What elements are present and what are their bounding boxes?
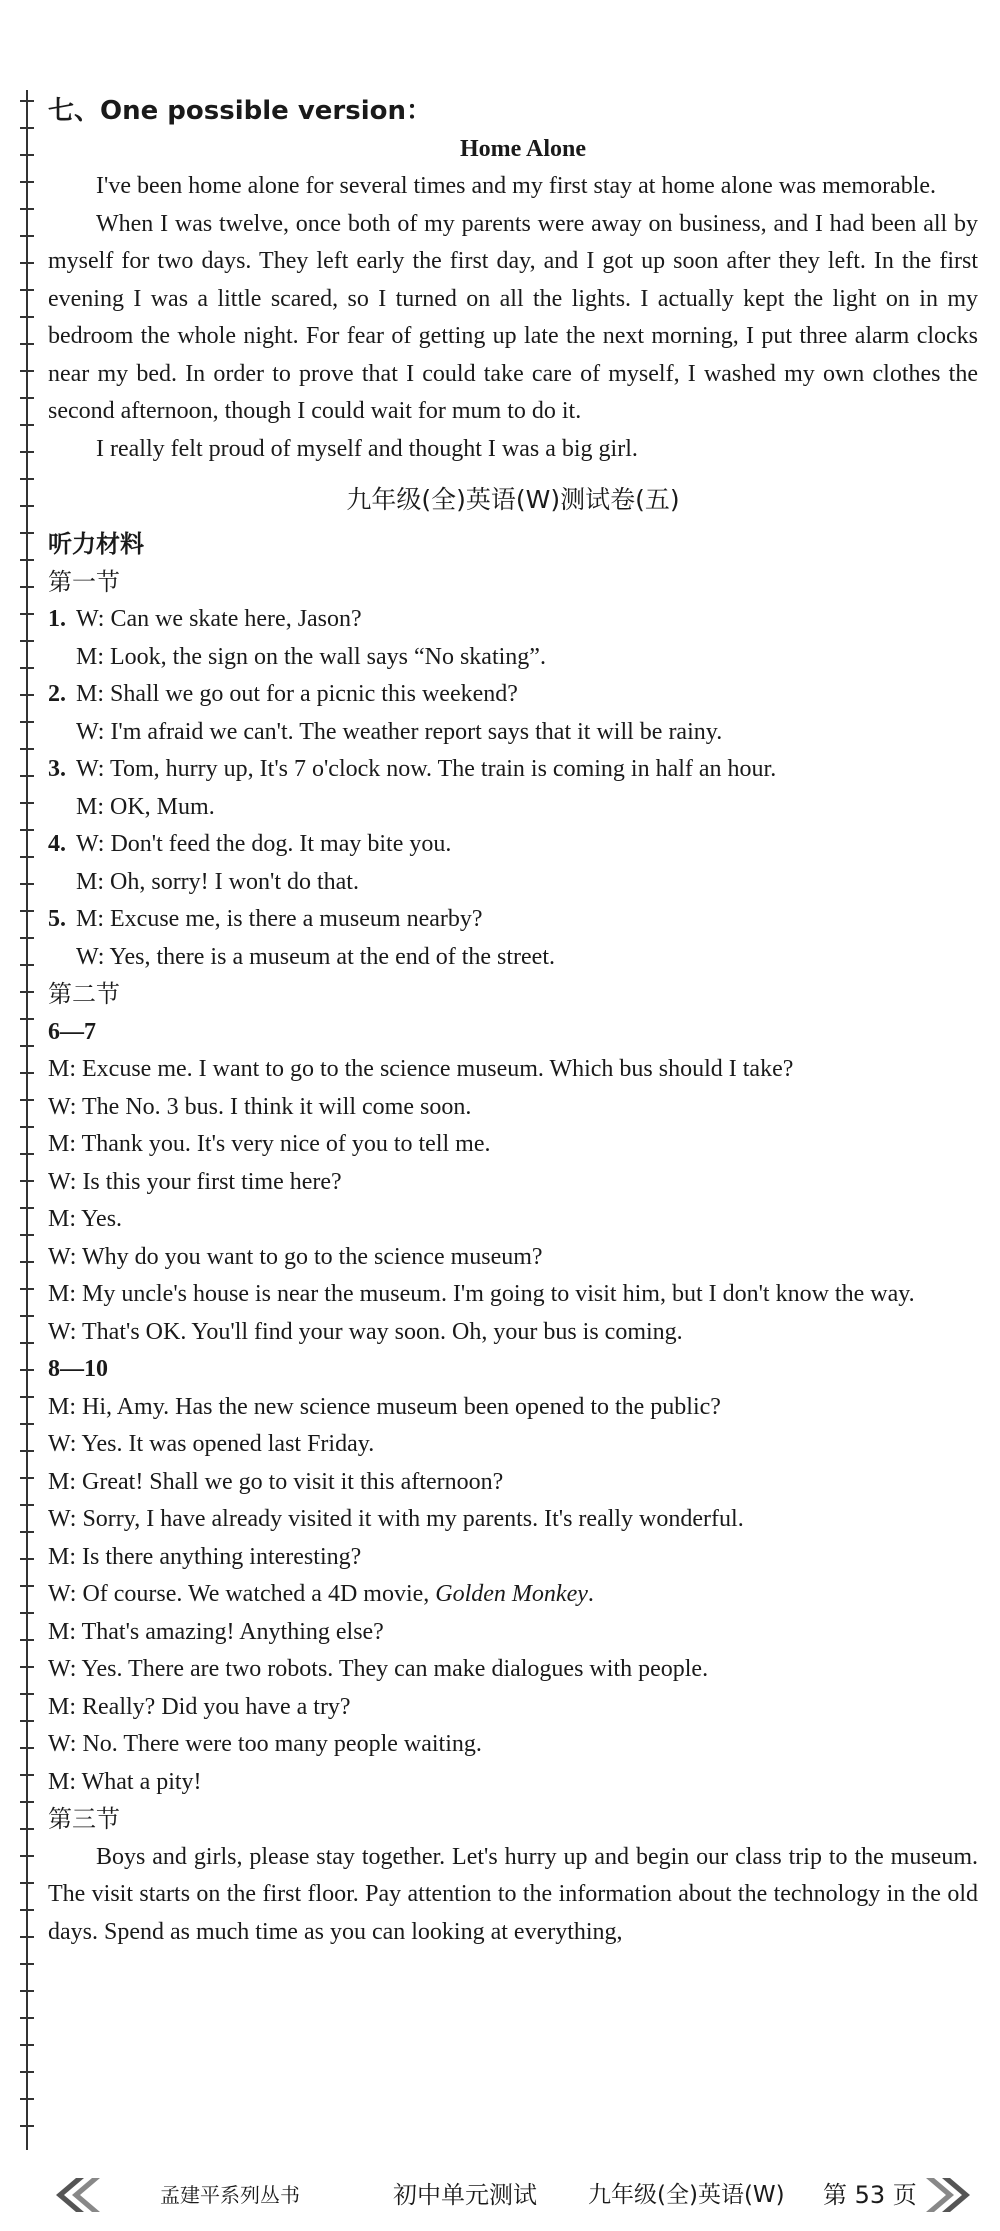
utterance: No. There were too many people waiting. bbox=[82, 1731, 482, 1757]
utterance: Really? Did you have a try? bbox=[82, 1693, 351, 1720]
utterance: OK, Mum. bbox=[110, 793, 215, 820]
utterance: Why do you want to go to the science museum? bbox=[82, 1243, 543, 1270]
margin-tick bbox=[20, 2098, 34, 2100]
margin-tick bbox=[20, 1936, 34, 1938]
utterance: What a pity! bbox=[81, 1768, 202, 1795]
margin-tick bbox=[20, 586, 34, 588]
essay-paragraph-1: I've been home alone for several times and my first stay at home alone was memorable. bbox=[96, 173, 937, 199]
margin-tick bbox=[20, 1261, 34, 1263]
speaker: M: bbox=[76, 681, 105, 707]
series-name: 孟建平系列丛书 bbox=[160, 2183, 300, 2207]
speaker: M: bbox=[76, 906, 105, 932]
speaker: W: bbox=[76, 606, 105, 632]
margin-tick bbox=[20, 154, 34, 156]
margin-tick bbox=[20, 1747, 34, 1749]
speaker: M: bbox=[48, 1543, 77, 1570]
margin-tick bbox=[20, 1990, 34, 1992]
speaker: W: bbox=[48, 1731, 77, 1757]
speaker: W: bbox=[48, 1506, 77, 1532]
utterance: My uncle's house is near the museum. I'm going to visit him, but I don't know the way. bbox=[82, 1281, 915, 1307]
margin-tick bbox=[20, 1342, 34, 1344]
margin-tick bbox=[20, 343, 34, 345]
margin-tick bbox=[20, 1612, 34, 1614]
margin-tick bbox=[20, 667, 34, 669]
utterance: Excuse me, is there a museum nearby? bbox=[110, 906, 483, 932]
margin-tick bbox=[20, 370, 34, 372]
speaker: M: bbox=[48, 1768, 77, 1795]
speaker: W: bbox=[76, 943, 105, 970]
speaker: W: bbox=[76, 756, 105, 782]
margin-tick bbox=[20, 856, 34, 858]
utterance: Hi, Amy. Has the new science museum been opened to the public? bbox=[82, 1393, 721, 1420]
utterance: Yes. There are two robots. They can make dialogues with people. bbox=[81, 1656, 709, 1682]
margin-tick bbox=[20, 1180, 34, 1182]
binding-margin-line bbox=[26, 90, 28, 2150]
speaker: W: bbox=[48, 1093, 77, 1120]
margin-tick bbox=[20, 127, 34, 129]
margin-tick bbox=[20, 1153, 34, 1155]
part1-item-2 bbox=[48, 676, 978, 751]
utterance: Yes, there is a museum at the end of the street. bbox=[109, 943, 555, 970]
margin-tick bbox=[20, 991, 34, 993]
essay-title: Home Alone bbox=[460, 135, 586, 162]
speaker: M: bbox=[48, 1393, 77, 1420]
part1-item-4 bbox=[48, 826, 978, 901]
utterance: That's OK. You'll find your way soon. Oh, your bus is coming. bbox=[82, 1318, 683, 1345]
speaker: W: bbox=[48, 1318, 77, 1345]
utterance: Oh, sorry! I won't do that. bbox=[110, 868, 359, 895]
speaker: W: bbox=[48, 1243, 77, 1270]
utterance: Tom, hurry up, It's 7 o'clock now. The train is coming in half an hour. bbox=[110, 756, 777, 782]
utterance: Of course. We watched a 4D movie, bbox=[82, 1581, 436, 1607]
margin-tick bbox=[20, 478, 34, 480]
document-page bbox=[48, 92, 978, 1951]
margin-tick bbox=[20, 505, 34, 507]
part1-item-3 bbox=[48, 751, 978, 826]
listening-heading: 听力材料 bbox=[48, 530, 144, 558]
right-arrow-icon bbox=[916, 2176, 978, 2214]
margin-tick bbox=[20, 2044, 34, 2046]
margin-tick bbox=[20, 613, 34, 615]
utterance: The No. 3 bus. I think it will come soon. bbox=[82, 1093, 472, 1120]
margin-tick bbox=[20, 235, 34, 237]
margin-tick bbox=[20, 1558, 34, 1560]
margin-tick bbox=[20, 2017, 34, 2019]
margin-tick bbox=[20, 1477, 34, 1479]
margin-tick bbox=[20, 1585, 34, 1587]
margin-tick bbox=[20, 937, 34, 939]
margin-tick bbox=[20, 1504, 34, 1506]
margin-tick bbox=[20, 883, 34, 885]
part2-range-1: 6—7 bbox=[48, 1018, 96, 1045]
margin-tick bbox=[20, 775, 34, 777]
margin-tick bbox=[20, 1018, 34, 1020]
speaker: M: bbox=[76, 868, 105, 895]
margin-tick bbox=[20, 2125, 34, 2127]
utterance: Is there anything interesting? bbox=[82, 1543, 362, 1570]
margin-tick bbox=[20, 694, 34, 696]
utterance: That's amazing! Anything else? bbox=[81, 1618, 384, 1645]
margin-tick bbox=[20, 208, 34, 210]
part1-items bbox=[48, 601, 978, 976]
margin-tick bbox=[20, 2071, 34, 2073]
margin-tick bbox=[20, 289, 34, 291]
margin-tick bbox=[20, 910, 34, 912]
speaker: W: bbox=[76, 718, 105, 745]
item-number: 3. bbox=[48, 756, 66, 782]
margin-tick bbox=[20, 1882, 34, 1884]
utterance: Great! Shall we go to visit it this afternoon? bbox=[82, 1468, 504, 1495]
margin-tick bbox=[20, 559, 34, 561]
speaker: M: bbox=[48, 1618, 77, 1645]
item-number: 1. bbox=[48, 606, 66, 632]
speaker: M: bbox=[48, 1693, 77, 1720]
margin-tick bbox=[20, 532, 34, 534]
margin-tick bbox=[20, 748, 34, 750]
speaker: M: bbox=[48, 1206, 77, 1232]
part3-passage: Boys and girls, please stay together. Let's hurry up and begin our class trip to the museum. The visit starts on the first floor. Pay attention to the information about the technology in the old days. Spend as much time as you can looking at everything, bbox=[48, 1843, 978, 1945]
margin-tick bbox=[20, 1693, 34, 1695]
speaker: W: bbox=[48, 1581, 77, 1607]
utterance: Can we skate here, Jason? bbox=[110, 606, 362, 632]
movie-title: Golden Monkey bbox=[435, 1581, 588, 1607]
part1-label: 第一节 bbox=[48, 567, 120, 596]
essay-paragraph-2: When I was twelve, once both of my parents were away on business, and I had been all by myself for two days. They left early the first day, and I got up soon after they left. In the first evening I was a little scared, so I turned on all the lights. I actually kept the light on in my bedroom the whole night. For fear of getting up late the next morning, I put three alarm clocks near my bed. In order to prove that I could take care of myself, I washed my own clothes the second afternoon, though I could wait for mum to do it. bbox=[48, 210, 978, 424]
margin-tick bbox=[20, 829, 34, 831]
speaker: M: bbox=[48, 1468, 77, 1495]
margin-tick bbox=[20, 1099, 34, 1101]
item-number: 5. bbox=[48, 906, 66, 932]
margin-tick bbox=[20, 1072, 34, 1074]
part3-label: 第三节 bbox=[48, 1805, 120, 1833]
margin-tick bbox=[20, 1531, 34, 1533]
part1-item-1 bbox=[48, 601, 978, 676]
page-number: 第 53 页 bbox=[823, 2181, 917, 2209]
margin-tick bbox=[20, 640, 34, 642]
margin-tick bbox=[20, 1045, 34, 1047]
utterance: Yes. bbox=[81, 1206, 123, 1232]
margin-tick bbox=[20, 1639, 34, 1641]
utterance: Look, the sign on the wall says “No skating”. bbox=[110, 643, 546, 670]
margin-tick bbox=[20, 262, 34, 264]
margin-tick bbox=[20, 1207, 34, 1209]
utterance: Sorry, I have already visited it with my parents. It's really wonderful. bbox=[82, 1506, 744, 1532]
test-title: 九年级(全)英语(W)测试卷(五) bbox=[346, 485, 680, 514]
utterance: Shall we go out for a picnic this weekend? bbox=[110, 681, 518, 707]
margin-tick bbox=[20, 424, 34, 426]
page-footer bbox=[48, 2172, 978, 2218]
margin-tick bbox=[20, 1450, 34, 1452]
margin-tick bbox=[20, 1234, 34, 1236]
speaker: M: bbox=[48, 1131, 77, 1157]
margin-tick bbox=[20, 451, 34, 453]
utterance: I'm afraid we can't. The weather report says that it will be rainy. bbox=[110, 718, 723, 745]
margin-tick bbox=[20, 1909, 34, 1911]
margin-tick bbox=[20, 181, 34, 183]
movie-tail: . bbox=[587, 1581, 594, 1607]
margin-tick bbox=[20, 1801, 34, 1803]
margin-tick bbox=[20, 1396, 34, 1398]
left-arrow-icon bbox=[48, 2176, 110, 2214]
dialogue-8-10 bbox=[48, 1389, 978, 1802]
utterance: Is this your first time here? bbox=[82, 1168, 342, 1195]
test-name: 初中单元测试 bbox=[393, 2181, 537, 2209]
section-heading-text: 七、One possible version： bbox=[48, 96, 433, 126]
speaker: W: bbox=[76, 831, 105, 857]
item-number: 4. bbox=[48, 831, 66, 857]
dialogue-6-7 bbox=[48, 1051, 978, 1351]
margin-tick bbox=[20, 964, 34, 966]
margin-tick bbox=[20, 1369, 34, 1371]
margin-tick bbox=[20, 316, 34, 318]
speaker: M: bbox=[76, 643, 105, 670]
margin-tick bbox=[20, 100, 34, 102]
speaker: M: bbox=[76, 793, 105, 820]
margin-tick bbox=[20, 1855, 34, 1857]
margin-tick bbox=[20, 1963, 34, 1965]
margin-tick bbox=[20, 721, 34, 723]
utterance: Thank you. It's very nice of you to tell me. bbox=[81, 1131, 491, 1157]
margin-tick bbox=[20, 1720, 34, 1722]
speaker: W: bbox=[48, 1431, 77, 1457]
margin-tick bbox=[20, 802, 34, 804]
margin-tick bbox=[20, 1828, 34, 1830]
margin-tick bbox=[20, 1666, 34, 1668]
item-number: 2. bbox=[48, 681, 66, 707]
margin-tick bbox=[20, 1288, 34, 1290]
speaker: M: bbox=[48, 1056, 77, 1082]
margin-tick bbox=[20, 397, 34, 399]
speaker: W: bbox=[48, 1656, 77, 1682]
speaker: W: bbox=[48, 1168, 77, 1195]
utterance: Excuse me. I want to go to the science museum. Which bus should I take? bbox=[82, 1056, 794, 1082]
speaker: M: bbox=[48, 1281, 77, 1307]
part2-range-2: 8—10 bbox=[48, 1356, 108, 1382]
essay-paragraph-3: I really felt proud of myself and thought I was a big girl. bbox=[96, 435, 638, 462]
utterance: Don't feed the dog. It may bite you. bbox=[110, 831, 452, 857]
section-heading bbox=[48, 92, 978, 131]
margin-tick bbox=[20, 1315, 34, 1317]
part1-item-5 bbox=[48, 901, 978, 976]
margin-tick bbox=[20, 1423, 34, 1425]
margin-tick bbox=[20, 1774, 34, 1776]
utterance: Yes. It was opened last Friday. bbox=[81, 1431, 375, 1457]
margin-tick bbox=[20, 1126, 34, 1128]
part2-label: 第二节 bbox=[48, 980, 120, 1008]
grade-subject: 九年级(全)英语(W) bbox=[588, 2182, 785, 2208]
